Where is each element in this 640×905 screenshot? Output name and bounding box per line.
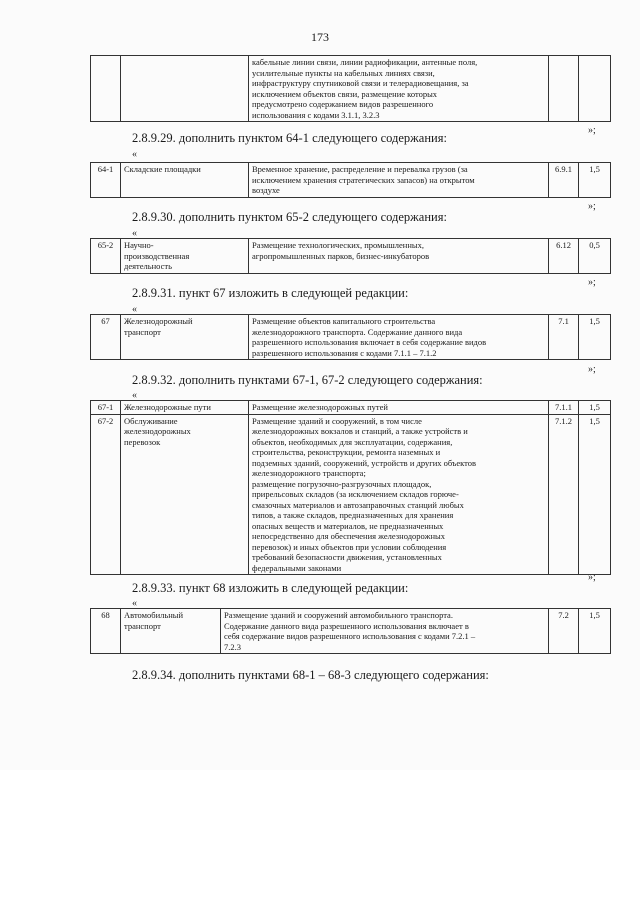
text-line: использования с кодами 3.1.1, 3.2.3 bbox=[252, 109, 380, 120]
text-line: Размещение зданий и сооружений, в том числе bbox=[252, 415, 422, 426]
text-line: Содержание данного вида разрешенного использования включает в bbox=[224, 620, 469, 631]
use-description bbox=[221, 609, 549, 654]
closing-quote: »; bbox=[588, 572, 596, 583]
text-line: Научно- bbox=[124, 240, 154, 250]
text-line: железнодорожного транспорта; bbox=[252, 468, 366, 478]
text-line: непосредственно для обеспечения железнодорожных bbox=[252, 531, 445, 541]
use-description bbox=[249, 239, 549, 274]
text-line: разрешенного использования с кодами 7.1.1 – 7.1.2 bbox=[252, 347, 437, 358]
section-heading: 2.8.9.30. дополнить пунктом 65-2 следующего содержания: bbox=[132, 210, 447, 224]
row-number: 65-2 bbox=[91, 239, 121, 274]
coefficient: 1,5 bbox=[579, 163, 611, 198]
text-line: опасных веществ и материалов, не предназначенных bbox=[252, 520, 444, 531]
scan-background bbox=[0, 770, 640, 905]
section-heading: 2.8.9.29. дополнить пунктом 64-1 следующего содержания: bbox=[132, 131, 447, 145]
table-section-29 bbox=[90, 162, 610, 198]
page-number: 173 bbox=[311, 30, 329, 44]
text-line: прирельсовых складов (за исключением складов горюче- bbox=[252, 489, 459, 499]
opening-quote: « bbox=[132, 228, 137, 239]
use-code: 7.1 bbox=[549, 315, 579, 360]
text-line: смазочных материалов и автозаправочных станций любых bbox=[252, 499, 464, 510]
use-code: 7.2 bbox=[549, 609, 579, 654]
use-name bbox=[121, 609, 221, 654]
closing-quote: »; bbox=[588, 277, 596, 288]
section-heading: 2.8.9.32. дополнить пунктами 67-1, 67-2 следующего содержания: bbox=[132, 373, 483, 387]
opening-quote: « bbox=[132, 390, 137, 401]
text-line: федеральными законами bbox=[252, 562, 342, 573]
text-line: Временное хранение, распределение и перевалка грузов (за bbox=[252, 164, 468, 174]
text-line: Размещение железнодорожных путей bbox=[252, 402, 388, 412]
use-code: 7.1.1 bbox=[549, 401, 579, 415]
row-number: 67-2 bbox=[91, 414, 121, 575]
text-line: исключением хранения стратегических запасов) на открытом bbox=[252, 174, 475, 185]
table-row bbox=[91, 609, 611, 654]
text-line: железнодорожных вокзалов и станций, а также устройств и bbox=[252, 426, 468, 436]
table-row bbox=[91, 163, 611, 198]
coefficient: 1,5 bbox=[579, 315, 611, 360]
text-line: типов, а также складов, предназначенных для хранения bbox=[252, 510, 454, 520]
text-line: предусмотрено содержанием видов разрешенного bbox=[252, 99, 434, 109]
table-row bbox=[91, 401, 611, 415]
use-name bbox=[121, 239, 249, 274]
fragment-description bbox=[249, 56, 549, 122]
text-line: перевозок bbox=[124, 436, 161, 447]
opening-quote: « bbox=[132, 149, 137, 160]
text-line: инфраструктуру спутниковой связи и телерадиовещания, за bbox=[252, 78, 469, 88]
use-code: 7.1.2 bbox=[549, 414, 579, 575]
coefficient: 0,5 bbox=[579, 239, 611, 274]
table-section-33 bbox=[90, 608, 610, 654]
text-line: транспорт bbox=[124, 620, 161, 631]
text-line: железнодорожного транспорта. Содержание данного вида bbox=[252, 326, 463, 337]
text-line: Железнодорожные пути bbox=[124, 402, 211, 412]
text-line: исключением объектов связи, размещение которых bbox=[252, 88, 438, 99]
use-name bbox=[121, 414, 249, 575]
text-line: 7.2.3 bbox=[224, 641, 241, 652]
text-line: кабельные линии связи, линии радиофикации, антенные поля, bbox=[252, 57, 478, 67]
text-line: перевозок) и иных объектов при условии соблюдения bbox=[252, 541, 447, 552]
coefficient: 1,5 bbox=[579, 401, 611, 415]
row-number: 68 bbox=[91, 609, 121, 654]
row-number: 67-1 bbox=[91, 401, 121, 415]
text-line: Автомобильный bbox=[124, 610, 184, 620]
text-line: железнодорожных bbox=[124, 426, 191, 436]
coefficient: 1,5 bbox=[579, 414, 611, 575]
text-line: Размещение зданий и сооружений автомобильного транспорта. bbox=[224, 610, 453, 620]
use-name bbox=[121, 401, 249, 415]
text-line: Размещение объектов капитального строительства bbox=[252, 316, 436, 326]
section-heading: 2.8.9.33. пункт 68 изложить в следующей редакции: bbox=[132, 581, 409, 595]
row-number: 64-1 bbox=[91, 163, 121, 198]
text-line: Складские площадки bbox=[124, 164, 201, 174]
text-line: строительства, реконструкции, ремонта наземных и bbox=[252, 447, 441, 457]
use-description bbox=[249, 315, 549, 360]
text-line: объектов, необходимых для эксплуатации, содержания, bbox=[252, 436, 453, 447]
text-line: деятельность bbox=[124, 261, 172, 271]
text-line: подземных зданий, сооружений, устройств и других объектов bbox=[252, 457, 477, 468]
use-name bbox=[121, 315, 249, 360]
text-line: себя содержание видов разрешенного использования с кодами 7.2.1 – bbox=[224, 631, 476, 641]
section-heading: 2.8.9.31. пункт 67 изложить в следующей редакции: bbox=[132, 286, 409, 300]
use-code: 6.12 bbox=[549, 239, 579, 274]
section-heading-final: 2.8.9.34. дополнить пунктами 68-1 – 68-3 следующего содержания: bbox=[132, 668, 489, 682]
table-fragment-top bbox=[90, 55, 610, 122]
table-row bbox=[91, 315, 611, 360]
text-line: Железнодорожный bbox=[124, 316, 193, 326]
table-row bbox=[91, 414, 611, 575]
use-description bbox=[249, 163, 549, 198]
use-description bbox=[249, 401, 549, 415]
coefficient: 1,5 bbox=[579, 609, 611, 654]
table-row bbox=[91, 239, 611, 274]
closing-quote: »; bbox=[588, 364, 596, 375]
text-line: усилительные пункты на кабельных линиях связи, bbox=[252, 67, 435, 78]
table-section-32 bbox=[90, 400, 610, 575]
text-line: транспорт bbox=[124, 326, 161, 337]
text-line: требований безопасности движения, установленных bbox=[252, 552, 442, 562]
text-line: производственная bbox=[124, 250, 190, 261]
text-line: размещение погрузочно-разгрузочных площадок, bbox=[252, 478, 432, 489]
text-line: Размещение технологических, промышленных, bbox=[252, 240, 424, 250]
text-line: Обслуживание bbox=[124, 415, 178, 426]
table-section-30 bbox=[90, 238, 610, 274]
text-line: агропромышленных парков, бизнес-инкубаторов bbox=[252, 250, 430, 261]
opening-quote: « bbox=[132, 598, 137, 609]
opening-quote: « bbox=[132, 304, 137, 315]
text-line: разрешенного использования включает в себя содержание видов bbox=[252, 337, 487, 347]
closing-quote: »; bbox=[588, 201, 596, 212]
text-line: воздухе bbox=[252, 185, 280, 195]
use-description bbox=[249, 414, 549, 575]
use-code: 6.9.1 bbox=[549, 163, 579, 198]
use-name bbox=[121, 163, 249, 198]
table-row bbox=[91, 56, 611, 122]
row-number: 67 bbox=[91, 315, 121, 360]
table-section-31 bbox=[90, 314, 610, 360]
closing-quote: »; bbox=[588, 125, 596, 136]
